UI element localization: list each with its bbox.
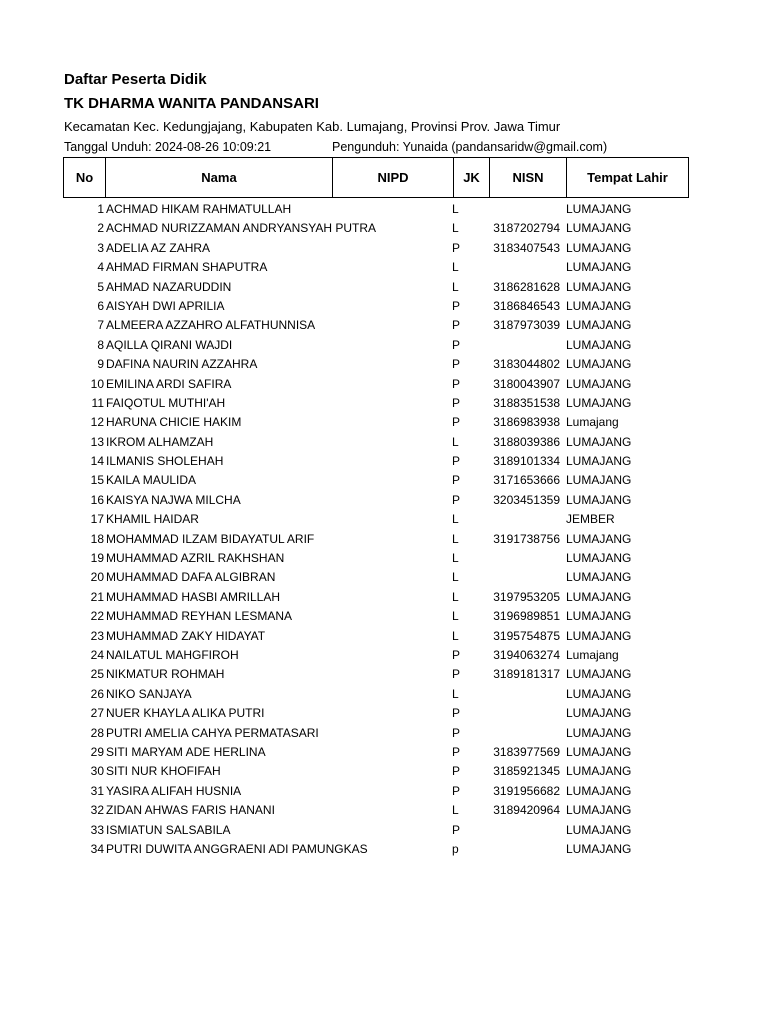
birthplace: LUMAJANG xyxy=(566,318,632,333)
student-name: AQILLA QIRANI WAJDI xyxy=(106,337,233,352)
gender: P xyxy=(452,667,461,682)
gender: p xyxy=(452,841,459,856)
nisn-value: 3186846543 xyxy=(493,298,560,313)
student-name: MUHAMMAD REYHAN LESMANA xyxy=(106,609,293,624)
birthplace: LUMAJANG xyxy=(566,570,632,585)
student-name: MUHAMMAD DAFA ALGIBRAN xyxy=(106,570,276,585)
student-name: NIKO SANJAYA xyxy=(106,686,192,701)
student-name: PUTRI AMELIA CAHYA PERMATASARI xyxy=(106,725,319,740)
birthplace: LUMAJANG xyxy=(566,628,632,643)
gender: P xyxy=(452,783,461,798)
row-number: 14 xyxy=(90,454,104,469)
nisn-value: 3191738756 xyxy=(493,531,560,546)
student-name: MOHAMMAD ILZAM BIDAYATUL ARIF xyxy=(106,531,315,546)
student-name: NIKMATUR ROHMAH xyxy=(106,667,225,682)
nisn-value: 3186281628 xyxy=(493,279,560,294)
birthplace: LUMAJANG xyxy=(566,783,632,798)
gender: P xyxy=(452,706,461,721)
row-number: 21 xyxy=(90,589,104,604)
birthplace: Lumajang xyxy=(566,647,619,662)
birthplace: LUMAJANG xyxy=(566,609,632,624)
nisn-value: 3197953205 xyxy=(493,589,560,604)
table-row xyxy=(0,452,768,471)
birthplace: Lumajang xyxy=(566,415,619,430)
birthplace: LUMAJANG xyxy=(566,454,632,469)
gender: P xyxy=(452,376,461,391)
gender: P xyxy=(452,337,461,352)
student-name: ACHMAD HIKAM RAHMATULLAH xyxy=(106,202,292,216)
birthplace: LUMAJANG xyxy=(566,473,632,488)
nisn-value: 3189181317 xyxy=(493,667,560,682)
nisn-value: 3196989851 xyxy=(493,609,560,624)
birthplace: LUMAJANG xyxy=(566,764,632,779)
row-number: 30 xyxy=(90,764,104,779)
table-row xyxy=(0,530,768,549)
download-date: Tanggal Unduh: 2024-08-26 10:09:21 xyxy=(64,140,272,154)
gender: P xyxy=(452,492,461,507)
row-number: 4 xyxy=(97,260,104,275)
table-row xyxy=(0,355,768,374)
table-row xyxy=(0,510,768,529)
table-row xyxy=(0,316,768,335)
birthplace: LUMAJANG xyxy=(566,434,632,449)
birthplace: LUMAJANG xyxy=(566,260,632,275)
table-header xyxy=(63,157,689,198)
table-row xyxy=(0,471,768,490)
gender: P xyxy=(452,647,461,662)
row-number: 24 xyxy=(90,647,104,662)
row-number: 27 xyxy=(90,706,104,721)
location-line: Kecamatan Kec. Kedungjajang, Kabupaten Kab. Lumajang, Provinsi Prov. Jawa Timur xyxy=(64,119,561,134)
nisn-value: 3189420964 xyxy=(493,803,560,818)
table-row xyxy=(0,394,768,413)
nisn-value: 3189101334 xyxy=(493,454,560,469)
column-header-nama: Nama xyxy=(106,158,333,198)
table-row xyxy=(0,413,768,432)
nisn-value: 3183407543 xyxy=(493,240,560,255)
table-row xyxy=(0,336,768,355)
birthplace: LUMAJANG xyxy=(566,395,632,410)
row-number: 26 xyxy=(90,686,104,701)
student-name: MUHAMMAD HASBI AMRILLAH xyxy=(106,589,281,604)
table-row xyxy=(0,627,768,646)
row-number: 5 xyxy=(97,279,104,294)
student-name: KAILA MAULIDA xyxy=(106,473,197,488)
student-list xyxy=(0,200,768,859)
student-name: ZIDAN AHWAS FARIS HANANI xyxy=(106,803,275,818)
table-row xyxy=(0,704,768,723)
gender: L xyxy=(452,628,459,643)
row-number: 8 xyxy=(97,337,104,352)
gender: L xyxy=(452,260,459,275)
table-row xyxy=(0,258,768,277)
nisn-value: 3171653666 xyxy=(493,473,560,488)
nisn-value: 3187973039 xyxy=(493,318,560,333)
birthplace: LUMAJANG xyxy=(566,279,632,294)
nisn-value: 3186983938 xyxy=(493,415,560,430)
birthplace: LUMAJANG xyxy=(566,337,632,352)
student-name: NUER KHAYLA ALIKA PUTRI xyxy=(106,706,265,721)
table-row xyxy=(0,840,768,859)
nisn-value: 3188351538 xyxy=(493,395,560,410)
gender: L xyxy=(452,686,459,701)
nisn-value: 3185921345 xyxy=(493,764,560,779)
gender: L xyxy=(452,609,459,624)
table-row xyxy=(0,297,768,316)
birthplace: LUMAJANG xyxy=(566,202,632,216)
birthplace: LUMAJANG xyxy=(566,298,632,313)
row-number: 3 xyxy=(97,240,104,255)
student-name: DAFINA NAURIN AZZAHRA xyxy=(106,357,258,372)
gender: P xyxy=(452,473,461,488)
nisn-value: 3188039386 xyxy=(493,434,560,449)
row-number: 6 xyxy=(97,298,104,313)
gender: P xyxy=(452,415,461,430)
birthplace: LUMAJANG xyxy=(566,706,632,721)
gender: P xyxy=(452,764,461,779)
column-header-nisn: NISN xyxy=(490,158,567,198)
gender: L xyxy=(452,589,459,604)
birthplace: LUMAJANG xyxy=(566,667,632,682)
birthplace: LUMAJANG xyxy=(566,822,632,837)
row-number: 13 xyxy=(90,434,104,449)
row-number: 23 xyxy=(90,628,104,643)
gender: L xyxy=(452,279,459,294)
student-name: HARUNA CHICIE HAKIM xyxy=(106,415,242,430)
student-name: PUTRI DUWITA ANGGRAENI ADI PAMUNGKAS xyxy=(106,841,368,856)
row-number: 18 xyxy=(90,531,104,546)
row-number: 28 xyxy=(90,725,104,740)
table-row xyxy=(0,433,768,452)
row-number: 15 xyxy=(90,473,104,488)
row-number: 7 xyxy=(97,318,104,333)
table-row xyxy=(0,665,768,684)
student-name: AHMAD NAZARUDDIN xyxy=(106,279,232,294)
row-number: 17 xyxy=(90,512,104,527)
document-title: Daftar Peserta Didik xyxy=(64,71,207,88)
gender: P xyxy=(452,395,461,410)
student-name: ILMANIS SHOLEHAH xyxy=(106,454,224,469)
student-name: FAIQOTUL MUTHI'AH xyxy=(106,395,226,410)
gender: L xyxy=(452,202,459,216)
row-number: 33 xyxy=(90,822,104,837)
birthplace: LUMAJANG xyxy=(566,589,632,604)
gender: P xyxy=(452,822,461,837)
table-row xyxy=(0,685,768,704)
column-header-tempat-lahir: Tempat Lahir xyxy=(567,158,689,198)
nisn-value: 3187202794 xyxy=(493,221,560,236)
gender: L xyxy=(452,221,459,236)
birthplace: LUMAJANG xyxy=(566,686,632,701)
row-number: 16 xyxy=(90,492,104,507)
column-header-nipd: NIPD xyxy=(333,158,454,198)
table-row xyxy=(0,568,768,587)
nisn-value: 3183044802 xyxy=(493,357,560,372)
table-row xyxy=(0,724,768,743)
row-number: 10 xyxy=(90,376,104,391)
student-name: ALMEERA AZZAHRO ALFATHUNNISA xyxy=(106,318,316,333)
nisn-value: 3183977569 xyxy=(493,744,560,759)
student-name: ACHMAD NURIZZAMAN ANDRYANSYAH PUTRA xyxy=(106,221,377,236)
table-row xyxy=(0,782,768,801)
student-name: KHAMIL HAIDAR xyxy=(106,512,199,527)
nisn-value: 3180043907 xyxy=(493,376,560,391)
gender: P xyxy=(452,744,461,759)
gender: L xyxy=(452,531,459,546)
student-name: SITI NUR KHOFIFAH xyxy=(106,764,221,779)
student-name: AHMAD FIRMAN SHAPUTRA xyxy=(106,260,268,275)
student-name: NAILATUL MAHGFIROH xyxy=(106,647,239,662)
gender: L xyxy=(452,803,459,818)
gender: P xyxy=(452,454,461,469)
row-number: 9 xyxy=(97,357,104,372)
row-number: 25 xyxy=(90,667,104,682)
table-row xyxy=(0,801,768,820)
table-row xyxy=(0,200,768,219)
table-row xyxy=(0,743,768,762)
table-row xyxy=(0,607,768,626)
birthplace: JEMBER xyxy=(566,512,615,527)
birthplace: LUMAJANG xyxy=(566,803,632,818)
column-header-no: No xyxy=(64,158,106,198)
student-name: MUHAMMAD ZAKY HIDAYAT xyxy=(106,628,266,643)
table-row xyxy=(0,762,768,781)
table-row xyxy=(0,549,768,568)
column-header-jk: JK xyxy=(454,158,490,198)
row-number: 32 xyxy=(90,803,104,818)
gender: P xyxy=(452,318,461,333)
birthplace: LUMAJANG xyxy=(566,221,632,236)
table-row xyxy=(0,588,768,607)
birthplace: LUMAJANG xyxy=(566,376,632,391)
birthplace: LUMAJANG xyxy=(566,744,632,759)
birthplace: LUMAJANG xyxy=(566,531,632,546)
row-number: 11 xyxy=(91,395,104,410)
nisn-value: 3195754875 xyxy=(493,628,560,643)
student-name: SITI MARYAM ADE HERLINA xyxy=(106,744,266,759)
student-name: MUHAMMAD AZRIL RAKHSHAN xyxy=(106,551,285,566)
birthplace: LUMAJANG xyxy=(566,240,632,255)
gender: L xyxy=(452,434,459,449)
student-name: YASIRA ALIFAH HUSNIA xyxy=(106,783,242,798)
birthplace: LUMAJANG xyxy=(566,551,632,566)
table-row xyxy=(0,239,768,258)
row-number: 20 xyxy=(90,570,104,585)
gender: P xyxy=(452,725,461,740)
table-row xyxy=(0,491,768,510)
table-row xyxy=(0,278,768,297)
gender: L xyxy=(452,570,459,585)
row-number: 22 xyxy=(90,609,104,624)
row-number: 19 xyxy=(90,551,104,566)
row-number: 34 xyxy=(90,841,104,856)
row-number: 31 xyxy=(90,783,104,798)
birthplace: LUMAJANG xyxy=(566,725,632,740)
birthplace: LUMAJANG xyxy=(566,357,632,372)
nisn-value: 3191956682 xyxy=(493,783,560,798)
table-row xyxy=(0,646,768,665)
student-name: IKROM ALHAMZAH xyxy=(106,434,214,449)
table-row xyxy=(0,219,768,238)
birthplace: LUMAJANG xyxy=(566,841,632,856)
student-name: KAISYA NAJWA MILCHA xyxy=(106,492,241,507)
table-row xyxy=(0,375,768,394)
row-number: 29 xyxy=(90,744,104,759)
gender: P xyxy=(452,298,461,313)
row-number: 2 xyxy=(97,221,104,236)
birthplace: LUMAJANG xyxy=(566,492,632,507)
row-number: 12 xyxy=(90,415,104,430)
gender: P xyxy=(452,357,461,372)
table-row xyxy=(0,821,768,840)
nisn-value: 3194063274 xyxy=(493,647,560,662)
student-name: ISMIATUN SALSABILA xyxy=(106,822,231,837)
row-number: 1 xyxy=(97,202,104,216)
student-name: EMILINA ARDI SAFIRA xyxy=(106,376,232,391)
gender: P xyxy=(452,240,461,255)
school-name: TK DHARMA WANITA PANDANSARI xyxy=(64,95,319,112)
student-name: AISYAH DWI APRILIA xyxy=(106,298,225,313)
gender: L xyxy=(452,551,459,566)
nisn-value: 3203451359 xyxy=(493,492,560,507)
downloader-info: Pengunduh: Yunaida (pandansaridw@gmail.com) xyxy=(332,140,608,154)
gender: L xyxy=(452,512,459,527)
student-name: ADELIA AZ ZAHRA xyxy=(106,240,211,255)
